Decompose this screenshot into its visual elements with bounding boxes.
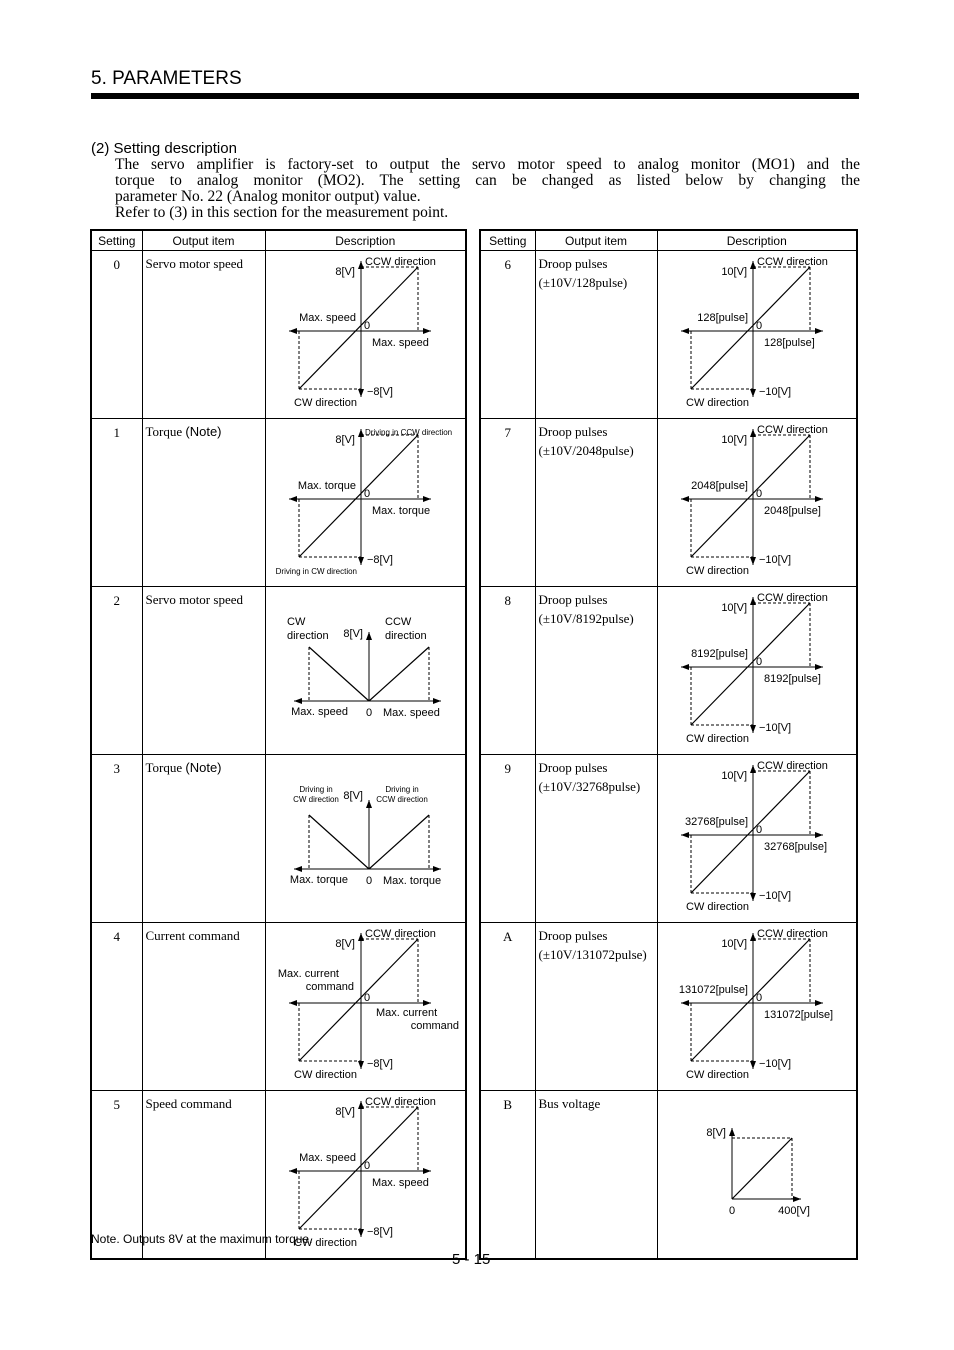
x-axis-right-arrow — [815, 1000, 823, 1006]
transfer-line — [691, 267, 810, 389]
transfer-graph — [658, 587, 857, 748]
section-heading: (2) Setting description — [91, 140, 237, 157]
setting-value: 4 — [91, 923, 142, 1091]
description-graph-cell — [265, 587, 466, 755]
transfer-line — [691, 771, 810, 893]
transfer-line — [299, 1107, 418, 1229]
left-axis-label: Max. speed — [298, 312, 356, 324]
output-item — [535, 587, 657, 755]
description-graph-cell — [657, 419, 857, 587]
left-axis-label: Max. speed — [290, 706, 348, 718]
right-axis-label: 128[pulse] — [763, 337, 815, 349]
x-axis-left-arrow — [681, 664, 689, 670]
x-axis-right-arrow — [423, 328, 431, 334]
y-axis-down-arrow — [358, 557, 364, 565]
y-axis-up-arrow — [358, 261, 364, 269]
description-graph-cell — [657, 587, 857, 755]
left-axis-label: Max. speed — [298, 1152, 356, 1164]
top-direction-label: CCW direction — [756, 424, 828, 436]
right-axis-label: 32768[pulse] — [763, 841, 827, 853]
setting-value: 3 — [91, 755, 142, 923]
x-axis-right-arrow — [423, 1000, 431, 1006]
bottom-direction-label: CW direction — [293, 1069, 357, 1081]
output-item — [535, 755, 657, 923]
y-top-label: 10[V] — [720, 434, 747, 446]
origin-label: 0 — [365, 875, 372, 887]
left-direction-label: CW direction — [292, 795, 339, 804]
y-bottom-label: −10[V] — [758, 1058, 791, 1070]
table-row — [91, 251, 466, 419]
x-axis-left-arrow — [289, 496, 297, 502]
y-bottom-label: −8[V] — [366, 1226, 393, 1238]
y-axis-up-arrow — [750, 261, 756, 269]
note-ref: (Note) — [185, 760, 222, 775]
y-top-label: 8[V] — [342, 790, 363, 802]
bottom-direction-label: Driving in CW direction — [275, 567, 357, 576]
transfer-graph — [658, 419, 857, 580]
x-axis-right-arrow — [815, 496, 823, 502]
left-axis-label: command — [305, 981, 354, 993]
output-item-label: Current command — [145, 928, 240, 943]
top-direction-label: CCW direction — [756, 592, 828, 604]
top-direction-label: CCW direction — [364, 928, 436, 940]
left-direction-label: Driving in — [298, 785, 333, 794]
x-axis-right-arrow — [815, 328, 823, 334]
transfer-line — [369, 647, 429, 701]
origin-label: 0 — [755, 992, 762, 1004]
output-item — [142, 587, 265, 755]
output-item — [142, 251, 265, 419]
right-axis-label: Max. speed — [371, 1177, 429, 1189]
origin-label: 0 — [728, 1205, 735, 1217]
y-top-label: 10[V] — [720, 770, 747, 782]
right-axis-label: Max. torque — [382, 875, 441, 887]
setting-value: A — [480, 923, 535, 1091]
origin-label: 0 — [363, 1160, 370, 1172]
right-direction-label: Driving in — [384, 785, 419, 794]
y-axis-up-arrow — [750, 765, 756, 773]
y-axis-up-arrow — [366, 632, 372, 640]
setting-value: 6 — [480, 251, 535, 419]
setting-value: 7 — [480, 419, 535, 587]
y-bottom-label: −8[V] — [366, 554, 393, 566]
x-right-label: 400[V] — [777, 1205, 810, 1217]
y-axis-down-arrow — [750, 1061, 756, 1069]
output-item-label: Droop pulses — [538, 424, 608, 439]
output-item — [535, 923, 657, 1091]
table-row — [480, 1091, 857, 1260]
origin-label: 0 — [365, 707, 372, 719]
setting-value: 0 — [91, 251, 142, 419]
table-row — [480, 251, 857, 419]
right-axis-label: 8192[pulse] — [763, 673, 821, 685]
y-bottom-label: −8[V] — [366, 386, 393, 398]
y-top-label: 8[V] — [342, 628, 363, 640]
bottom-direction-label: CW direction — [685, 901, 749, 913]
description-graph-cell — [657, 1091, 857, 1260]
output-item — [142, 923, 265, 1091]
output-item — [535, 251, 657, 419]
x-axis-left-arrow — [289, 1168, 297, 1174]
y-bottom-label: −10[V] — [758, 722, 791, 734]
output-item-range: (±10V/8192pulse) — [538, 611, 634, 626]
right-axis-label: 2048[pulse] — [763, 505, 821, 517]
y-axis-up-arrow — [750, 429, 756, 437]
y-top-label: 8[V] — [334, 434, 355, 446]
header-description: Description — [265, 230, 466, 251]
table-row — [480, 755, 857, 923]
section-body — [115, 157, 860, 221]
y-bottom-label: −8[V] — [366, 1058, 393, 1070]
x-axis-right-arrow — [815, 664, 823, 670]
transfer-line — [691, 435, 810, 557]
y-axis-down-arrow — [358, 389, 364, 397]
table-row — [480, 923, 857, 1091]
x-axis-right-arrow — [423, 496, 431, 502]
table-row — [91, 923, 466, 1091]
transfer-graph — [266, 251, 465, 412]
table-row — [480, 587, 857, 755]
right-direction-label: direction — [384, 630, 427, 642]
origin-label: 0 — [363, 488, 370, 500]
y-bottom-label: −10[V] — [758, 890, 791, 902]
output-item — [142, 755, 265, 923]
y-axis-up-arrow — [750, 597, 756, 605]
origin-label: 0 — [363, 320, 370, 332]
description-graph-cell — [657, 923, 857, 1091]
x-axis-left-arrow — [681, 1000, 689, 1006]
y-axis-down-arrow — [358, 1229, 364, 1237]
output-item-label: Servo motor speed — [145, 592, 243, 607]
y-axis-up-arrow — [358, 429, 364, 437]
x-axis-left-arrow — [681, 832, 689, 838]
settings-table-left — [90, 229, 467, 1260]
y-axis-up-arrow — [358, 933, 364, 941]
transfer-graph — [266, 755, 465, 916]
output-item-label: Droop pulses — [538, 928, 608, 943]
top-direction-label: Driving in CCW direction — [364, 428, 452, 437]
footnote: Note. Outputs 8V at the maximum torque. — [91, 1232, 313, 1246]
output-item-range: (±10V/2048pulse) — [538, 443, 634, 458]
y-axis-up-arrow — [366, 800, 372, 808]
left-axis-label: Max. torque — [297, 480, 356, 492]
y-top-label: 8[V] — [705, 1127, 726, 1139]
setting-value: 1 — [91, 419, 142, 587]
y-axis-up-arrow — [358, 1101, 364, 1109]
description-graph-cell — [265, 419, 466, 587]
y-top-label: 10[V] — [720, 602, 747, 614]
top-direction-label: CCW direction — [364, 256, 436, 268]
table-row — [480, 419, 857, 587]
origin-label: 0 — [755, 488, 762, 500]
right-axis-label: Max. current — [375, 1007, 437, 1019]
table-header-row — [91, 230, 466, 251]
table-row — [91, 419, 466, 587]
left-axis-label: 32768[pulse] — [684, 816, 748, 828]
right-axis-label: command — [410, 1020, 459, 1032]
x-axis-left-arrow — [294, 698, 302, 704]
y-axis-down-arrow — [750, 893, 756, 901]
left-axis-label: 8192[pulse] — [690, 648, 748, 660]
left-axis-label: 131072[pulse] — [678, 984, 748, 996]
origin-label: 0 — [755, 656, 762, 668]
table-row — [91, 755, 466, 923]
body-line: Refer to (3) in this section for the measurement point. — [115, 204, 449, 221]
y-axis-down-arrow — [750, 725, 756, 733]
y-bottom-label: −10[V] — [758, 554, 791, 566]
origin-label: 0 — [363, 992, 370, 1004]
chapter-rule — [91, 93, 859, 99]
top-direction-label: CCW direction — [756, 928, 828, 940]
x-axis-right-arrow — [433, 698, 441, 704]
y-top-label: 8[V] — [334, 266, 355, 278]
bottom-direction-label: CW direction — [685, 565, 749, 577]
header-setting: Setting — [91, 230, 142, 251]
y-axis-down-arrow — [358, 1061, 364, 1069]
transfer-graph — [658, 251, 857, 412]
output-item-label: Torque — [145, 424, 183, 439]
x-axis-right-arrow — [793, 1196, 801, 1202]
setting-value: 9 — [480, 755, 535, 923]
description-graph-cell — [657, 251, 857, 419]
right-direction-label: CCW direction — [375, 795, 428, 804]
right-axis-label: 131072[pulse] — [763, 1009, 833, 1021]
x-axis-left-arrow — [681, 328, 689, 334]
transfer-line — [299, 267, 418, 389]
y-bottom-label: −10[V] — [758, 386, 791, 398]
x-axis-right-arrow — [433, 866, 441, 872]
output-item-range: (±10V/128pulse) — [538, 275, 628, 290]
transfer-graph — [658, 755, 857, 916]
header-output-item: Output item — [535, 230, 657, 251]
setting-value: B — [480, 1091, 535, 1260]
transfer-graph — [266, 419, 465, 580]
output-item-label: Droop pulses — [538, 256, 608, 271]
transfer-line — [691, 603, 810, 725]
left-axis-label: Max. torque — [289, 874, 348, 886]
setting-value: 2 — [91, 587, 142, 755]
page-number: 5 - 15 — [452, 1251, 491, 1268]
origin-label: 0 — [755, 824, 762, 836]
right-axis-label: Max. speed — [382, 707, 440, 719]
header-output-item: Output item — [142, 230, 265, 251]
transfer-graph — [266, 587, 465, 748]
setting-value: 5 — [91, 1091, 142, 1260]
left-axis-label: Max. current — [277, 968, 339, 980]
bottom-direction-label: CW direction — [293, 397, 357, 409]
output-item — [535, 419, 657, 587]
transfer-line — [732, 1138, 792, 1199]
transfer-graph — [266, 1091, 465, 1252]
header-setting: Setting — [480, 230, 535, 251]
body-line: parameter No. 22 (Analog monitor output) value. — [115, 188, 421, 205]
output-item — [535, 1091, 657, 1260]
y-axis-up-arrow — [750, 933, 756, 941]
transfer-line — [309, 815, 369, 869]
y-top-label: 10[V] — [720, 266, 747, 278]
note-ref: (Note) — [185, 424, 222, 439]
y-top-label: 8[V] — [334, 1106, 355, 1118]
x-axis-right-arrow — [423, 1168, 431, 1174]
left-direction-label: direction — [286, 630, 329, 642]
x-axis-left-arrow — [294, 866, 302, 872]
y-axis-up-arrow — [729, 1128, 735, 1136]
x-axis-left-arrow — [289, 1000, 297, 1006]
table-header-row — [480, 230, 857, 251]
transfer-line — [691, 939, 810, 1061]
description-graph-cell — [657, 755, 857, 923]
transfer-graph — [266, 923, 465, 1084]
origin-label: 0 — [755, 320, 762, 332]
left-axis-label: 2048[pulse] — [690, 480, 748, 492]
top-direction-label: CCW direction — [756, 760, 828, 772]
right-axis-label: Max. torque — [371, 505, 430, 517]
right-direction-label: CCW — [384, 616, 411, 628]
right-axis-label: Max. speed — [371, 337, 429, 349]
description-graph-cell — [265, 923, 466, 1091]
transfer-line — [299, 435, 418, 557]
bottom-direction-label: CW direction — [293, 1237, 357, 1249]
output-item-label: Bus voltage — [538, 1096, 601, 1111]
transfer-line — [369, 815, 429, 869]
output-item-range: (±10V/32768pulse) — [538, 779, 641, 794]
header-description: Description — [657, 230, 857, 251]
table-row — [91, 587, 466, 755]
output-item-label: Servo motor speed — [145, 256, 243, 271]
output-item-range: (±10V/131072pulse) — [538, 947, 647, 962]
top-direction-label: CCW direction — [756, 256, 828, 268]
output-item-label: Droop pulses — [538, 760, 608, 775]
x-axis-right-arrow — [815, 832, 823, 838]
y-axis-down-arrow — [750, 389, 756, 397]
x-axis-left-arrow — [289, 328, 297, 334]
y-top-label: 8[V] — [334, 938, 355, 950]
body-line: torque to analog monitor (MO2). The setting can be changed as listed below by changing the — [115, 172, 860, 189]
y-axis-down-arrow — [750, 557, 756, 565]
output-item — [142, 419, 265, 587]
settings-table-right — [479, 229, 858, 1260]
output-item-label: Torque — [145, 760, 183, 775]
y-top-label: 10[V] — [720, 938, 747, 950]
chapter-title: 5. PARAMETERS — [91, 68, 242, 89]
transfer-graph — [658, 923, 857, 1084]
transfer-graph — [658, 1091, 857, 1252]
setting-value: 8 — [480, 587, 535, 755]
output-item-label: Droop pulses — [538, 592, 608, 607]
x-axis-left-arrow — [681, 496, 689, 502]
transfer-line — [299, 939, 418, 1061]
bottom-direction-label: CW direction — [685, 1069, 749, 1081]
body-line: The servo amplifier is factory-set to output the servo motor speed to analog monitor (MO1) and the — [115, 156, 860, 173]
description-graph-cell — [265, 251, 466, 419]
left-direction-label: CW — [286, 616, 305, 628]
bottom-direction-label: CW direction — [685, 397, 749, 409]
bottom-direction-label: CW direction — [685, 733, 749, 745]
top-direction-label: CCW direction — [364, 1096, 436, 1108]
left-axis-label: 128[pulse] — [696, 312, 748, 324]
description-graph-cell — [265, 755, 466, 923]
output-item-label: Speed command — [145, 1096, 232, 1111]
transfer-line — [309, 647, 369, 701]
